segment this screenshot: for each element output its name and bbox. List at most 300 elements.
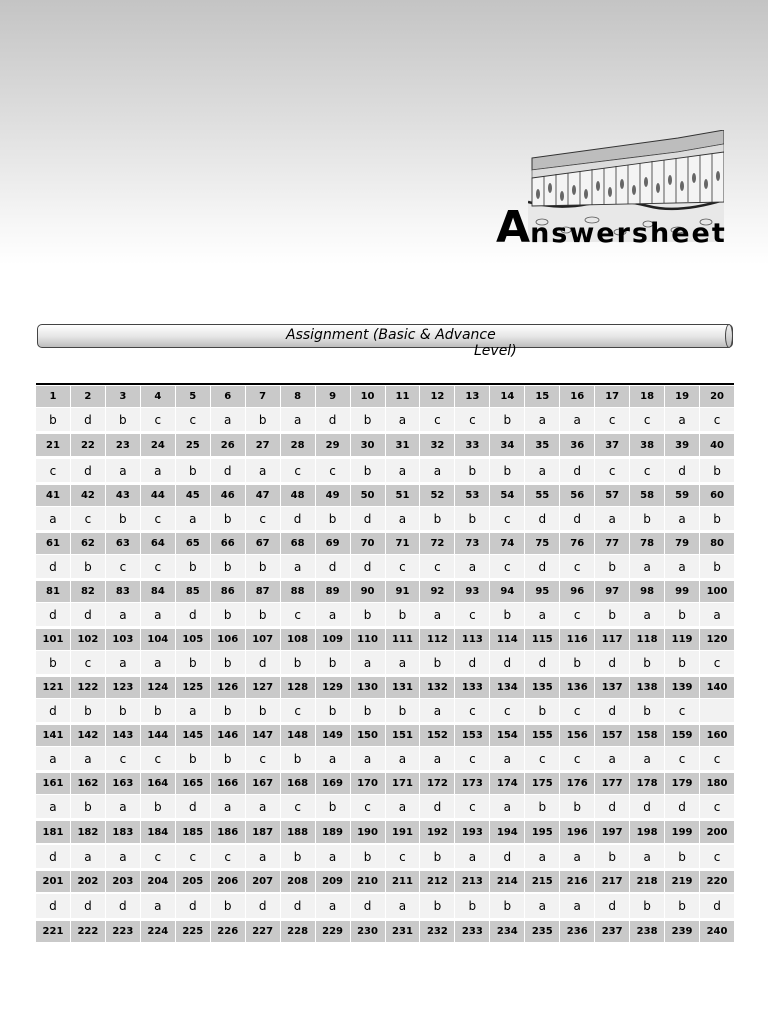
question-number: 172 bbox=[420, 773, 454, 794]
question-number: 219 bbox=[665, 871, 699, 892]
answer-key: c bbox=[455, 699, 489, 722]
answer-key: c bbox=[455, 408, 489, 431]
question-number: 181 bbox=[36, 821, 70, 843]
question-number: 55 bbox=[525, 485, 559, 506]
answer-key: c bbox=[281, 459, 315, 482]
question-number: 12 bbox=[420, 386, 454, 407]
answer-key: d bbox=[665, 795, 699, 818]
answer-key: a bbox=[176, 507, 210, 530]
question-number: 189 bbox=[316, 821, 350, 843]
answer-key: d bbox=[490, 845, 524, 868]
question-number: 104 bbox=[141, 629, 175, 650]
answer-key: b bbox=[490, 459, 524, 482]
answer-key: b bbox=[490, 603, 524, 626]
answer-key: a bbox=[141, 459, 175, 482]
answer-key: a bbox=[560, 894, 594, 918]
question-number: 234 bbox=[490, 921, 524, 942]
question-number: 226 bbox=[211, 921, 245, 942]
answer-key: b bbox=[455, 459, 489, 482]
question-number: 16 bbox=[560, 386, 594, 407]
answer-key: a bbox=[211, 408, 245, 431]
question-number: 1 bbox=[36, 386, 70, 407]
question-number: 114 bbox=[490, 629, 524, 650]
answer-key: a bbox=[316, 603, 350, 626]
question-number: 231 bbox=[386, 921, 420, 942]
answer-key: a bbox=[351, 747, 385, 770]
question-number: 11 bbox=[386, 386, 420, 407]
answer-key: d bbox=[351, 507, 385, 530]
answer-key: b bbox=[211, 507, 245, 530]
question-number: 218 bbox=[630, 871, 664, 892]
question-number: 67 bbox=[246, 533, 280, 554]
question-number: 84 bbox=[141, 581, 175, 602]
question-number: 144 bbox=[141, 725, 175, 746]
answer-key: c bbox=[700, 747, 734, 770]
question-number: 17 bbox=[595, 386, 629, 407]
answer-key: b bbox=[211, 699, 245, 722]
question-number: 79 bbox=[665, 533, 699, 554]
answer-key: c bbox=[630, 408, 664, 431]
answer-key: c bbox=[106, 555, 140, 578]
question-number: 39 bbox=[665, 434, 699, 456]
question-number: 73 bbox=[455, 533, 489, 554]
answer-key: a bbox=[525, 408, 559, 431]
answer-key: b bbox=[246, 555, 280, 578]
question-number: 110 bbox=[351, 629, 385, 650]
question-number: 205 bbox=[176, 871, 210, 892]
answer-key: c bbox=[316, 459, 350, 482]
question-number: 173 bbox=[455, 773, 489, 794]
answer-key: b bbox=[595, 603, 629, 626]
answer-key: a bbox=[141, 603, 175, 626]
question-number: 206 bbox=[211, 871, 245, 892]
question-number: 86 bbox=[211, 581, 245, 602]
question-number: 6 bbox=[211, 386, 245, 407]
question-number: 230 bbox=[351, 921, 385, 942]
question-number: 148 bbox=[281, 725, 315, 746]
question-number: 203 bbox=[106, 871, 140, 892]
question-number: 8 bbox=[281, 386, 315, 407]
question-number: 24 bbox=[141, 434, 175, 456]
question-number: 188 bbox=[281, 821, 315, 843]
question-number: 146 bbox=[211, 725, 245, 746]
answer-key: d bbox=[71, 603, 105, 626]
answer-key: a bbox=[36, 507, 70, 530]
answer-key: d bbox=[176, 603, 210, 626]
question-number: 2 bbox=[71, 386, 105, 407]
question-number: 100 bbox=[700, 581, 734, 602]
answer-key: a bbox=[386, 459, 420, 482]
answer-key: b bbox=[176, 459, 210, 482]
answer-key: b bbox=[316, 699, 350, 722]
answer-key: a bbox=[106, 459, 140, 482]
answer-key: c bbox=[700, 795, 734, 818]
answer-key: d bbox=[490, 651, 524, 674]
answer-key: b bbox=[246, 408, 280, 431]
answer-key: d bbox=[525, 651, 559, 674]
question-number: 224 bbox=[141, 921, 175, 942]
answer-key: b bbox=[665, 603, 699, 626]
answer-key: b bbox=[595, 555, 629, 578]
question-number: 101 bbox=[36, 629, 70, 650]
answer-key: c bbox=[700, 408, 734, 431]
question-number: 200 bbox=[700, 821, 734, 843]
answer-key: b bbox=[246, 603, 280, 626]
section-title bbox=[286, 327, 526, 359]
question-number: 102 bbox=[71, 629, 105, 650]
question-number: 118 bbox=[630, 629, 664, 650]
answer-key: b bbox=[560, 651, 594, 674]
answer-key: a bbox=[420, 699, 454, 722]
answer-key: d bbox=[560, 507, 594, 530]
answer-key: a bbox=[281, 555, 315, 578]
question-number: 54 bbox=[490, 485, 524, 506]
question-number: 229 bbox=[316, 921, 350, 942]
question-number: 62 bbox=[71, 533, 105, 554]
answer-key: a bbox=[700, 603, 734, 626]
answer-key: c bbox=[141, 555, 175, 578]
answer-key: c bbox=[560, 603, 594, 626]
question-number: 134 bbox=[490, 677, 524, 698]
question-number: 182 bbox=[71, 821, 105, 843]
answer-key: d bbox=[36, 894, 70, 918]
answer-key: c bbox=[386, 845, 420, 868]
answer-key: b bbox=[700, 555, 734, 578]
question-number: 36 bbox=[560, 434, 594, 456]
question-number: 44 bbox=[141, 485, 175, 506]
answer-key: b bbox=[455, 894, 489, 918]
answer-key: d bbox=[595, 699, 629, 722]
answer-key: b bbox=[490, 408, 524, 431]
answer-key: a bbox=[386, 747, 420, 770]
question-number: 155 bbox=[525, 725, 559, 746]
answer-key: b bbox=[71, 555, 105, 578]
question-number: 175 bbox=[525, 773, 559, 794]
question-number: 183 bbox=[106, 821, 140, 843]
answer-key: c bbox=[141, 845, 175, 868]
question-number: 30 bbox=[351, 434, 385, 456]
answer-key: a bbox=[420, 459, 454, 482]
answer-key: b bbox=[700, 459, 734, 482]
answer-key: d bbox=[595, 894, 629, 918]
answer-key: c bbox=[560, 699, 594, 722]
question-number: 168 bbox=[281, 773, 315, 794]
answer-key: c bbox=[700, 651, 734, 674]
question-number: 138 bbox=[630, 677, 664, 698]
answer-key: a bbox=[106, 845, 140, 868]
question-number: 68 bbox=[281, 533, 315, 554]
answer-key: b bbox=[211, 603, 245, 626]
answer-key: c bbox=[281, 603, 315, 626]
answer-key: c bbox=[700, 845, 734, 868]
question-number: 50 bbox=[351, 485, 385, 506]
answer-key: d bbox=[595, 795, 629, 818]
question-number: 169 bbox=[316, 773, 350, 794]
question-number: 147 bbox=[246, 725, 280, 746]
question-number: 208 bbox=[281, 871, 315, 892]
question-number: 58 bbox=[630, 485, 664, 506]
question-number: 164 bbox=[141, 773, 175, 794]
question-number: 157 bbox=[595, 725, 629, 746]
question-number: 132 bbox=[420, 677, 454, 698]
answer-key: a bbox=[525, 603, 559, 626]
answer-key: d bbox=[525, 507, 559, 530]
question-number: 141 bbox=[36, 725, 70, 746]
answer-key: a bbox=[386, 795, 420, 818]
question-number: 96 bbox=[560, 581, 594, 602]
answer-key: a bbox=[36, 747, 70, 770]
answer-key: a bbox=[665, 408, 699, 431]
question-number: 236 bbox=[560, 921, 594, 942]
answer-key: a bbox=[176, 699, 210, 722]
question-number: 80 bbox=[700, 533, 734, 554]
question-number: 95 bbox=[525, 581, 559, 602]
answer-key: d bbox=[36, 603, 70, 626]
answer-key: d bbox=[455, 651, 489, 674]
answer-key: b bbox=[490, 894, 524, 918]
answer-key: c bbox=[141, 408, 175, 431]
question-number: 71 bbox=[386, 533, 420, 554]
answer-key: a bbox=[106, 795, 140, 818]
question-number: 198 bbox=[630, 821, 664, 843]
banner-end-cap bbox=[725, 324, 733, 348]
question-number: 10 bbox=[351, 386, 385, 407]
answer-key: b bbox=[211, 555, 245, 578]
question-number: 51 bbox=[386, 485, 420, 506]
question-number: 21 bbox=[36, 434, 70, 456]
answer-key: b bbox=[176, 555, 210, 578]
answer-key: c bbox=[141, 507, 175, 530]
answer-key: b bbox=[176, 747, 210, 770]
answer-key: a bbox=[630, 555, 664, 578]
answer-key: b bbox=[316, 507, 350, 530]
answer-key: d bbox=[176, 894, 210, 918]
answer-key: b bbox=[420, 845, 454, 868]
question-number: 222 bbox=[71, 921, 105, 942]
question-number: 111 bbox=[386, 629, 420, 650]
question-number: 197 bbox=[595, 821, 629, 843]
answer-key: b bbox=[700, 507, 734, 530]
answer-key: c bbox=[281, 795, 315, 818]
question-number: 4 bbox=[141, 386, 175, 407]
answer-key: a bbox=[490, 747, 524, 770]
question-number: 23 bbox=[106, 434, 140, 456]
question-number: 154 bbox=[490, 725, 524, 746]
answer-key: a bbox=[630, 747, 664, 770]
answer-key bbox=[700, 699, 734, 722]
question-number: 5 bbox=[176, 386, 210, 407]
question-number: 87 bbox=[246, 581, 280, 602]
answer-key: b bbox=[246, 699, 280, 722]
question-number: 167 bbox=[246, 773, 280, 794]
answer-key: b bbox=[36, 651, 70, 674]
answer-key: a bbox=[351, 651, 385, 674]
question-number: 127 bbox=[246, 677, 280, 698]
question-number: 237 bbox=[595, 921, 629, 942]
question-number: 77 bbox=[595, 533, 629, 554]
answer-key: d bbox=[700, 894, 734, 918]
answer-key: b bbox=[141, 699, 175, 722]
answer-key: a bbox=[316, 894, 350, 918]
question-number: 232 bbox=[420, 921, 454, 942]
question-number: 7 bbox=[246, 386, 280, 407]
answer-key: d bbox=[36, 845, 70, 868]
question-number: 166 bbox=[211, 773, 245, 794]
question-number: 160 bbox=[700, 725, 734, 746]
answer-key: b bbox=[106, 408, 140, 431]
question-number: 14 bbox=[490, 386, 524, 407]
question-number: 48 bbox=[281, 485, 315, 506]
question-number: 117 bbox=[595, 629, 629, 650]
question-number: 28 bbox=[281, 434, 315, 456]
question-number: 33 bbox=[455, 434, 489, 456]
question-number: 29 bbox=[316, 434, 350, 456]
answer-key: b bbox=[560, 795, 594, 818]
answer-key: a bbox=[71, 845, 105, 868]
question-number: 128 bbox=[281, 677, 315, 698]
answer-key: b bbox=[71, 795, 105, 818]
question-number: 185 bbox=[176, 821, 210, 843]
answer-key: d bbox=[246, 894, 280, 918]
answer-key: b bbox=[630, 507, 664, 530]
question-number: 193 bbox=[455, 821, 489, 843]
answer-key: c bbox=[455, 603, 489, 626]
question-number: 49 bbox=[316, 485, 350, 506]
question-number: 121 bbox=[36, 677, 70, 698]
answer-key: a bbox=[525, 894, 559, 918]
question-number: 31 bbox=[386, 434, 420, 456]
question-number: 240 bbox=[700, 921, 734, 942]
title-initial: A bbox=[496, 202, 531, 253]
answer-key: b bbox=[630, 651, 664, 674]
question-number: 90 bbox=[351, 581, 385, 602]
question-number: 9 bbox=[316, 386, 350, 407]
question-number: 142 bbox=[71, 725, 105, 746]
question-number: 238 bbox=[630, 921, 664, 942]
question-number: 105 bbox=[176, 629, 210, 650]
question-number: 165 bbox=[176, 773, 210, 794]
answer-key: c bbox=[630, 459, 664, 482]
question-number: 57 bbox=[595, 485, 629, 506]
answer-key: c bbox=[211, 845, 245, 868]
question-number: 233 bbox=[455, 921, 489, 942]
answer-key: d bbox=[351, 555, 385, 578]
answer-key: b bbox=[71, 699, 105, 722]
answer-key: a bbox=[595, 507, 629, 530]
question-number: 209 bbox=[316, 871, 350, 892]
answer-key: b bbox=[316, 795, 350, 818]
question-number: 223 bbox=[106, 921, 140, 942]
question-number: 15 bbox=[525, 386, 559, 407]
question-number: 239 bbox=[665, 921, 699, 942]
question-number: 22 bbox=[71, 434, 105, 456]
question-number: 145 bbox=[176, 725, 210, 746]
answer-key: c bbox=[455, 795, 489, 818]
question-number: 83 bbox=[106, 581, 140, 602]
answer-key: a bbox=[455, 845, 489, 868]
question-number: 184 bbox=[141, 821, 175, 843]
question-number: 99 bbox=[665, 581, 699, 602]
answer-key: b bbox=[176, 651, 210, 674]
answer-key: a bbox=[36, 795, 70, 818]
question-number: 35 bbox=[525, 434, 559, 456]
question-number: 221 bbox=[36, 921, 70, 942]
answer-key: c bbox=[665, 699, 699, 722]
question-number: 217 bbox=[595, 871, 629, 892]
question-number: 194 bbox=[490, 821, 524, 843]
answer-key: a bbox=[316, 747, 350, 770]
question-number: 191 bbox=[386, 821, 420, 843]
question-number: 170 bbox=[351, 773, 385, 794]
question-number: 140 bbox=[700, 677, 734, 698]
question-number: 211 bbox=[386, 871, 420, 892]
question-number: 152 bbox=[420, 725, 454, 746]
question-number: 92 bbox=[420, 581, 454, 602]
section-title-line2: Level) bbox=[474, 343, 517, 359]
question-number: 64 bbox=[141, 533, 175, 554]
answer-key: d bbox=[36, 699, 70, 722]
answer-key: b bbox=[211, 747, 245, 770]
answer-key: a bbox=[595, 747, 629, 770]
question-number: 108 bbox=[281, 629, 315, 650]
question-number: 204 bbox=[141, 871, 175, 892]
answer-key: b bbox=[630, 699, 664, 722]
question-number: 235 bbox=[525, 921, 559, 942]
answer-key: b bbox=[351, 408, 385, 431]
answer-key: b bbox=[386, 699, 420, 722]
question-number: 122 bbox=[71, 677, 105, 698]
question-number: 38 bbox=[630, 434, 664, 456]
answer-key: b bbox=[281, 845, 315, 868]
question-number: 119 bbox=[665, 629, 699, 650]
question-number: 199 bbox=[665, 821, 699, 843]
question-number: 59 bbox=[665, 485, 699, 506]
answer-key: d bbox=[630, 795, 664, 818]
answer-key: c bbox=[176, 845, 210, 868]
answer-key: c bbox=[490, 555, 524, 578]
question-number: 76 bbox=[560, 533, 594, 554]
question-number: 124 bbox=[141, 677, 175, 698]
question-number: 187 bbox=[246, 821, 280, 843]
question-number: 52 bbox=[420, 485, 454, 506]
answer-key: b bbox=[455, 507, 489, 530]
answer-key: c bbox=[351, 795, 385, 818]
answer-key: a bbox=[316, 845, 350, 868]
question-number: 43 bbox=[106, 485, 140, 506]
answer-key: d bbox=[420, 795, 454, 818]
answer-key: a bbox=[420, 603, 454, 626]
question-number: 41 bbox=[36, 485, 70, 506]
question-number: 103 bbox=[106, 629, 140, 650]
answer-key: a bbox=[106, 603, 140, 626]
answer-key: c bbox=[420, 555, 454, 578]
answer-key: c bbox=[281, 699, 315, 722]
question-number: 32 bbox=[420, 434, 454, 456]
question-number: 91 bbox=[386, 581, 420, 602]
answer-key: b bbox=[420, 651, 454, 674]
answer-key: a bbox=[525, 845, 559, 868]
answer-key: b bbox=[106, 699, 140, 722]
question-number: 180 bbox=[700, 773, 734, 794]
question-number: 93 bbox=[455, 581, 489, 602]
answer-key: a bbox=[246, 845, 280, 868]
question-number: 66 bbox=[211, 533, 245, 554]
question-number: 113 bbox=[455, 629, 489, 650]
question-number: 60 bbox=[700, 485, 734, 506]
question-number: 19 bbox=[665, 386, 699, 407]
answer-key: b bbox=[141, 795, 175, 818]
question-number: 201 bbox=[36, 871, 70, 892]
